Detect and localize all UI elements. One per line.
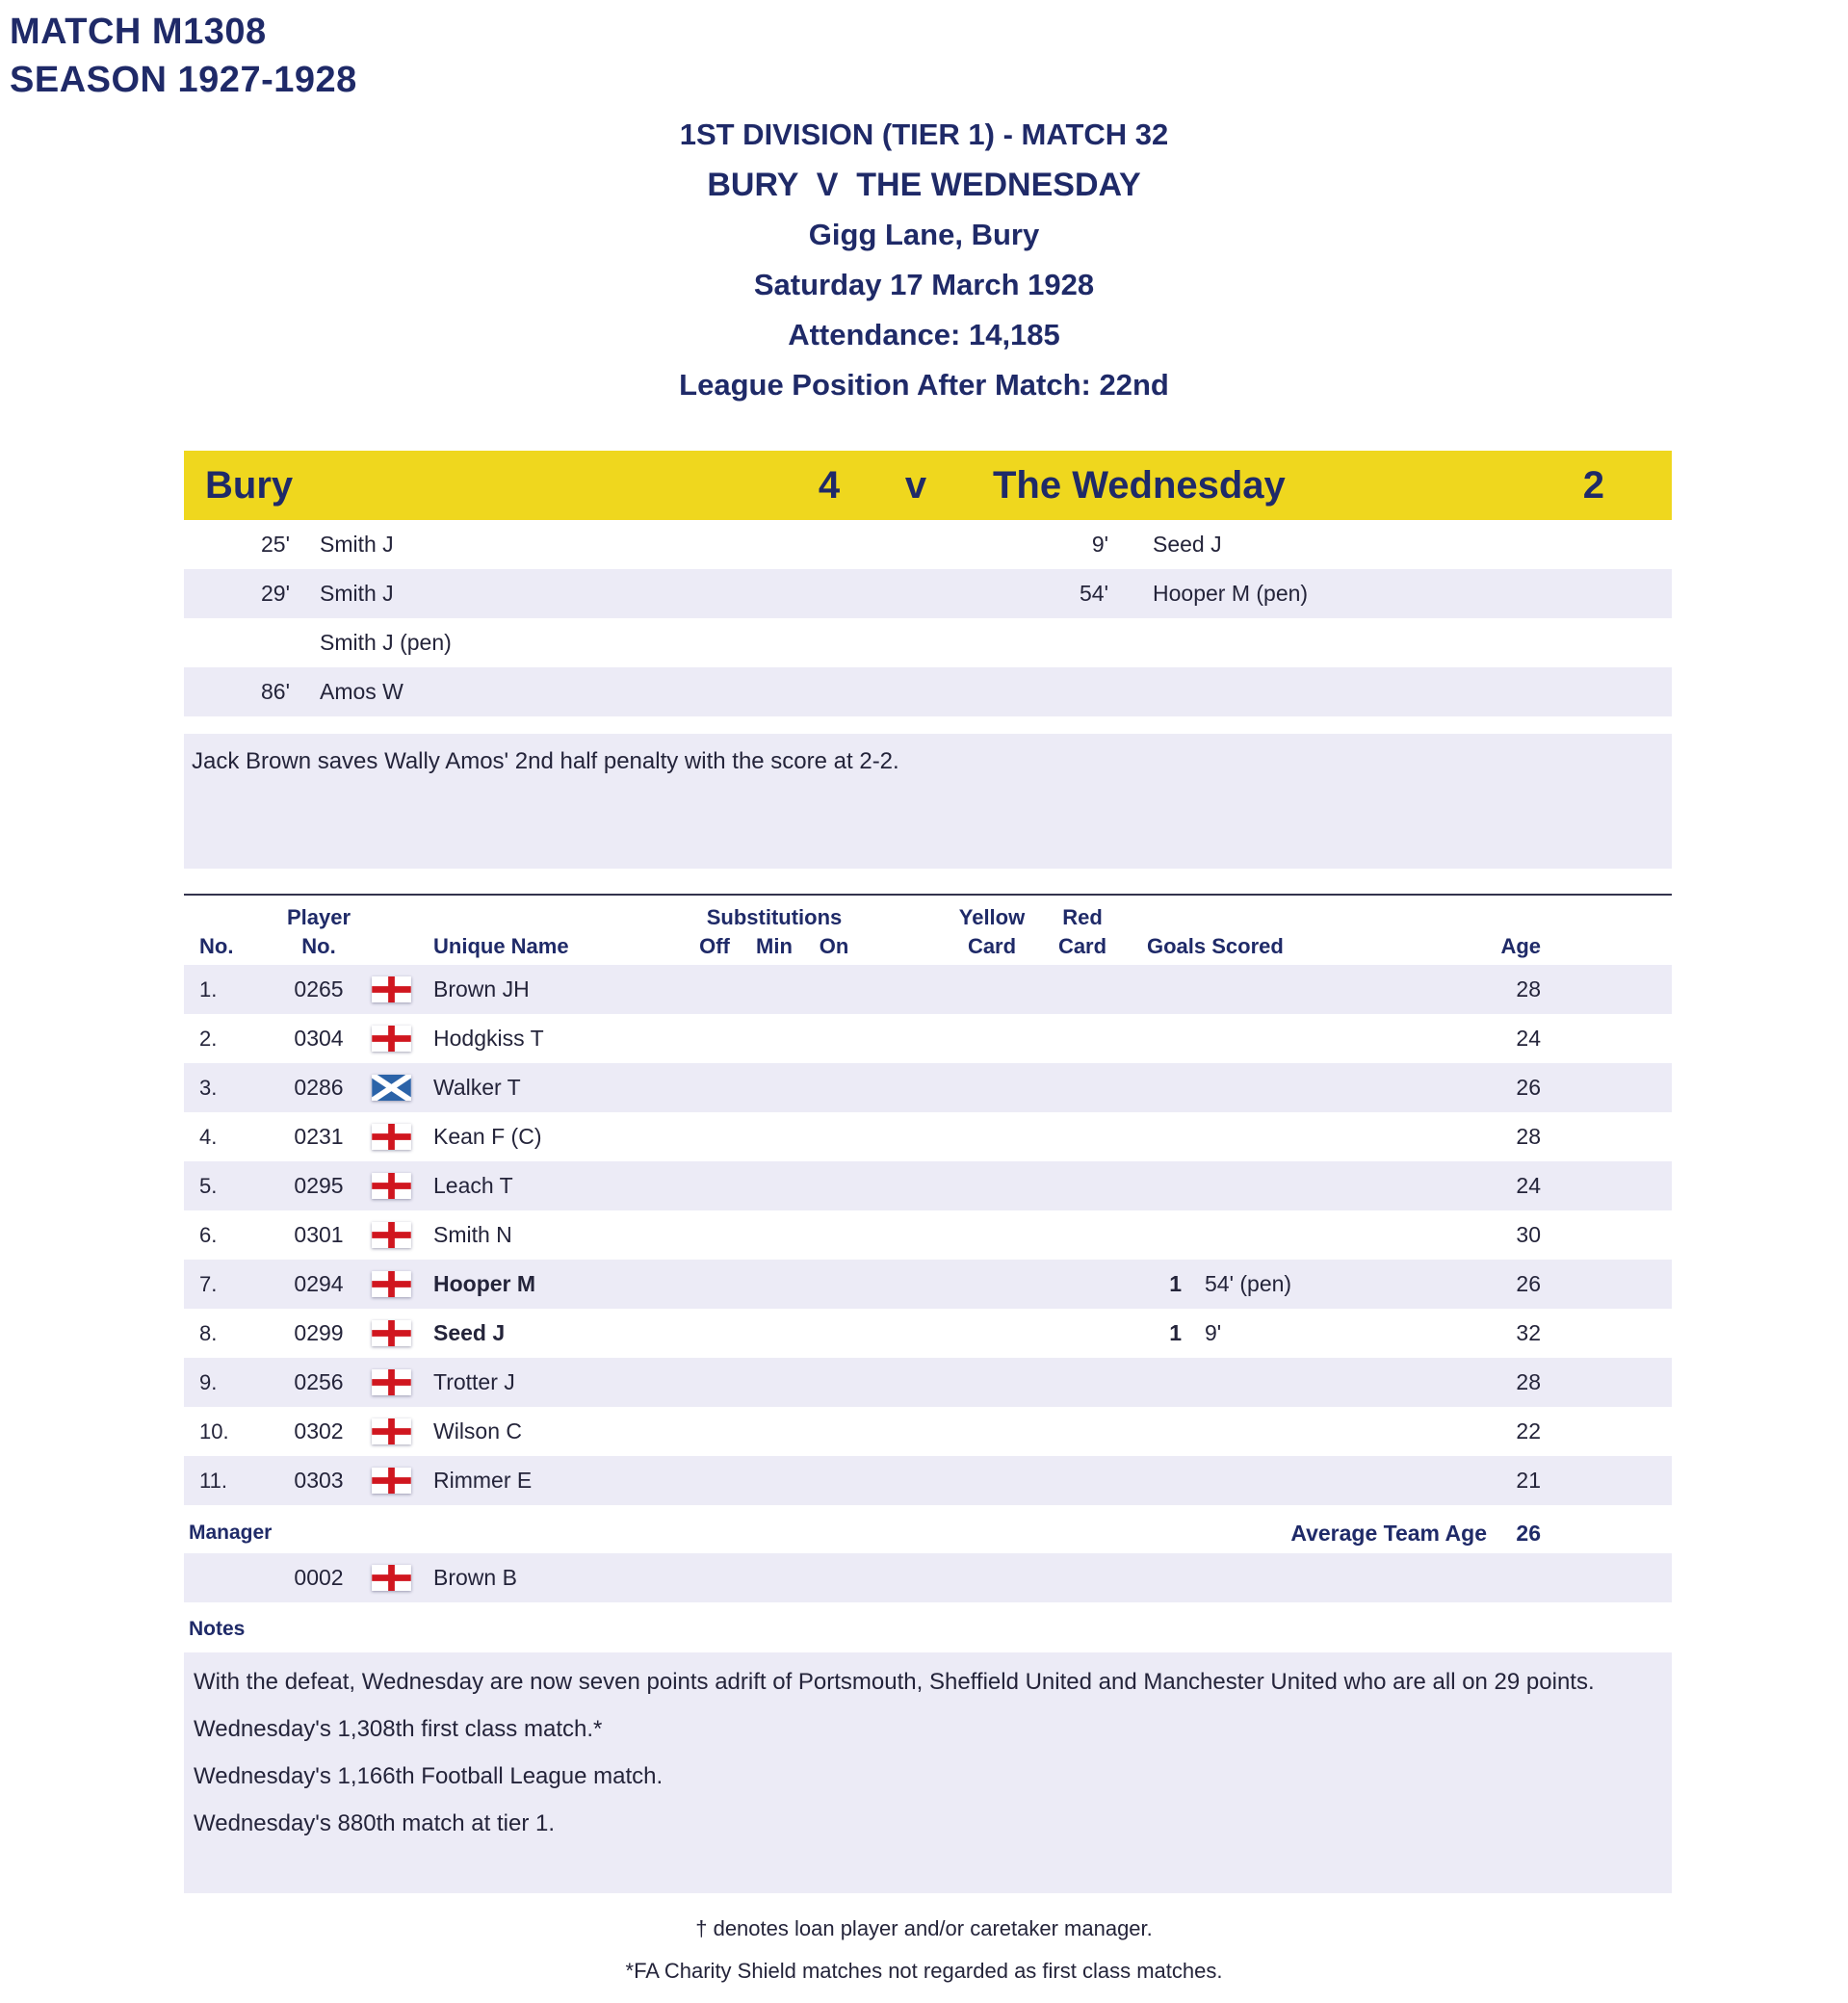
charity-shield-note: *FA Charity Shield matches not regarded as first class matches.: [625, 1959, 1223, 1983]
nationality-flag-icon: [372, 1173, 433, 1199]
header-player-no: No.: [301, 934, 336, 958]
header-yellow-card: Card: [967, 934, 1017, 958]
player-number: 0301: [294, 1222, 344, 1247]
squad-row: [184, 1210, 1672, 1260]
goals-count: 1: [1169, 1320, 1182, 1345]
england-flag-icon: [372, 1271, 411, 1297]
average-team-age: [1290, 1521, 1541, 1547]
header-off: Off: [699, 934, 730, 958]
player-age: 22: [1516, 1418, 1541, 1444]
row-number: 8.: [199, 1320, 218, 1345]
home-goal-scorer: Smith J: [320, 581, 394, 606]
player-name: Hodgkiss T: [433, 1026, 544, 1051]
squad-row: [184, 1260, 1672, 1309]
row-number: 2.: [199, 1026, 218, 1051]
nationality-flag-icon: [372, 1320, 433, 1346]
player-name: Hooper M: [433, 1271, 536, 1296]
home-goal-scorer: Amos W: [320, 679, 403, 704]
england-flag-icon: [372, 1222, 411, 1248]
header-age: Age: [1500, 934, 1541, 958]
player-name: Rimmer E: [433, 1468, 533, 1493]
header-on: On: [819, 934, 849, 958]
goal-row: [184, 618, 1672, 667]
league-position-line: League Position After Match: 22nd: [679, 368, 1169, 402]
nationality-flag-icon: [372, 1026, 433, 1052]
player-name: Leach T: [433, 1173, 513, 1198]
player-age: 28: [1516, 1369, 1541, 1394]
england-flag-icon: [372, 1418, 411, 1444]
home-team-name: Bury: [205, 463, 294, 507]
nationality-flag-icon: [372, 1124, 433, 1150]
home-goal-minute: 29': [261, 581, 290, 606]
england-flag-icon: [372, 1173, 411, 1199]
player-age: 21: [1516, 1468, 1541, 1493]
row-number: 6.: [199, 1222, 218, 1247]
score-banner: [184, 451, 1672, 520]
note-paragraph: Wednesday's 880th match at tier 1.: [194, 1810, 556, 1836]
match-header: [0, 110, 1848, 410]
header-no: No.: [199, 934, 234, 958]
player-age: 28: [1516, 976, 1541, 1002]
match-note-text: Jack Brown saves Wally Amos' 2nd half penalty with the score at 2-2.: [192, 748, 899, 774]
england-flag-icon: [372, 1369, 411, 1395]
player-number: 0256: [294, 1369, 344, 1394]
player-name: Wilson C: [433, 1418, 523, 1444]
row-number: 5.: [199, 1173, 218, 1198]
goals-scored-cell: [1147, 1271, 1436, 1297]
versus-label: v: [904, 463, 927, 507]
header-unique-name: Unique Name: [433, 934, 569, 958]
row-number: 1.: [199, 976, 218, 1002]
report-title-block: [0, 0, 1848, 104]
match-id: MATCH M1308: [10, 12, 267, 52]
squad-row: [184, 1407, 1672, 1456]
nationality-flag-icon: [372, 1565, 433, 1591]
header-min: Min: [756, 934, 793, 958]
home-score: 4: [818, 463, 841, 507]
header-substitutions: Substitutions: [706, 905, 843, 929]
home-goal-minute: 86': [261, 679, 290, 704]
player-name: Brown JH: [433, 976, 530, 1002]
player-number: 0286: [294, 1075, 344, 1100]
header-player: Player: [286, 905, 351, 929]
player-name: Kean F (C): [433, 1124, 542, 1149]
venue-line: Gigg Lane, Bury: [808, 218, 1040, 251]
nationality-flag-icon: [372, 976, 433, 1002]
date-line: Saturday 17 March 1928: [753, 268, 1095, 301]
nationality-flag-icon: [372, 1468, 433, 1494]
player-number: 0295: [294, 1173, 344, 1198]
report-footer: [0, 1916, 1848, 1984]
header-red: Red: [1062, 905, 1103, 929]
notes-label: Notes: [189, 1618, 246, 1640]
row-number: 10.: [199, 1418, 229, 1444]
goals-detail: 9': [1205, 1320, 1222, 1345]
average-age-label: Average Team Age: [1290, 1520, 1487, 1546]
player-number: 0231: [294, 1124, 344, 1149]
away-team-name: The Wednesday: [993, 463, 1286, 507]
average-age-value: 26: [1516, 1520, 1541, 1546]
player-name: Trotter J: [433, 1369, 515, 1394]
squad-row: [184, 1063, 1672, 1112]
player-age: 24: [1516, 1026, 1541, 1051]
away-goal-minute: 9': [1091, 532, 1108, 557]
match-note-box: [184, 734, 1672, 869]
attendance-line: Attendance: 14,185: [788, 318, 1060, 351]
squad-row: [184, 1456, 1672, 1505]
home-goal-scorer: Smith J (pen): [320, 630, 452, 655]
away-goal-scorer: Hooper M (pen): [1153, 581, 1309, 606]
header-goals-scored: Goals Scored: [1147, 934, 1284, 958]
scotland-flag-icon: [372, 1075, 411, 1101]
england-flag-icon: [372, 1124, 411, 1150]
goal-row: [184, 569, 1672, 618]
row-number: 7.: [199, 1271, 218, 1296]
player-age: 32: [1516, 1320, 1541, 1345]
player-number: 0002: [294, 1565, 344, 1590]
goals-count: 1: [1169, 1271, 1182, 1296]
player-age: 28: [1516, 1124, 1541, 1149]
player-number: 0302: [294, 1418, 344, 1444]
player-name: Walker T: [433, 1075, 521, 1100]
nationality-flag-icon: [372, 1369, 433, 1395]
england-flag-icon: [372, 1320, 411, 1346]
note-paragraph: With the defeat, Wednesday are now seven points adrift of Portsmouth, Sheffield United and Manchester United who are all on 29 points.: [194, 1669, 1595, 1695]
manager-row-holder: [184, 1553, 1672, 1602]
nationality-flag-icon: [372, 1222, 433, 1248]
player-name: Smith N: [433, 1222, 512, 1247]
player-number: 0299: [294, 1320, 344, 1345]
england-flag-icon: [372, 976, 411, 1002]
player-number: 0303: [294, 1468, 344, 1493]
season: SEASON 1927-1928: [10, 60, 357, 100]
row-number: 3.: [199, 1075, 218, 1100]
squad-row: [184, 1358, 1672, 1407]
away-goal-scorer: Seed J: [1153, 532, 1222, 557]
goal-row: [184, 520, 1672, 569]
squad-row: [184, 1161, 1672, 1210]
away-goal-minute: 54': [1080, 581, 1108, 606]
header-row-bottom: [184, 932, 1672, 961]
row-number: 4.: [199, 1124, 218, 1149]
report-body: [184, 451, 1672, 1893]
england-flag-icon: [372, 1565, 411, 1591]
squad-table-body: [184, 965, 1672, 1505]
player-name: Brown B: [433, 1565, 517, 1590]
header-row-top: [184, 903, 1672, 932]
player-age: 24: [1516, 1173, 1541, 1198]
note-paragraph: Wednesday's 1,166th Football League match.: [194, 1763, 664, 1789]
header-red-card: Card: [1057, 934, 1107, 958]
goal-row: [184, 667, 1672, 716]
squad-row: [184, 1014, 1672, 1063]
nationality-flag-icon: [372, 1271, 433, 1297]
division-line: 1ST DIVISION (TIER 1) - MATCH 32: [679, 117, 1169, 151]
player-number: 0294: [294, 1271, 344, 1296]
note-paragraph: Wednesday's 1,308th first class match.*: [194, 1716, 603, 1742]
home-goal-scorer: Smith J: [320, 532, 394, 557]
goals-detail: 54' (pen): [1205, 1271, 1292, 1296]
player-name: Seed J: [433, 1320, 506, 1345]
manager-row: [184, 1553, 1672, 1602]
player-number: 0304: [294, 1026, 344, 1051]
fixture-line: BURY V THE WEDNESDAY: [707, 167, 1141, 203]
england-flag-icon: [372, 1468, 411, 1494]
home-goal-minute: 25': [261, 532, 290, 557]
squad-row: [184, 1112, 1672, 1161]
row-number: 9.: [199, 1369, 218, 1394]
england-flag-icon: [372, 1026, 411, 1052]
nationality-flag-icon: [372, 1418, 433, 1444]
loan-note: † denotes loan player and/or caretaker manager.: [695, 1916, 1153, 1940]
row-number: 11.: [199, 1468, 227, 1493]
squad-table-header: [184, 896, 1672, 965]
player-age: 26: [1516, 1271, 1541, 1296]
squad-row: [184, 1309, 1672, 1358]
header-yellow: Yellow: [958, 905, 1026, 929]
notes-box: [184, 1652, 1672, 1893]
manager-line: [184, 1519, 1672, 1548]
away-score: 2: [1582, 463, 1604, 507]
player-age: 30: [1516, 1222, 1541, 1247]
goals-list: [184, 520, 1672, 716]
goals-scored-cell: [1147, 1320, 1436, 1346]
player-age: 26: [1516, 1075, 1541, 1100]
squad-row: [184, 965, 1672, 1014]
player-number: 0265: [294, 976, 344, 1002]
squad-table: [184, 894, 1672, 1505]
manager-label: Manager: [189, 1522, 273, 1544]
nationality-flag-icon: [372, 1075, 433, 1101]
